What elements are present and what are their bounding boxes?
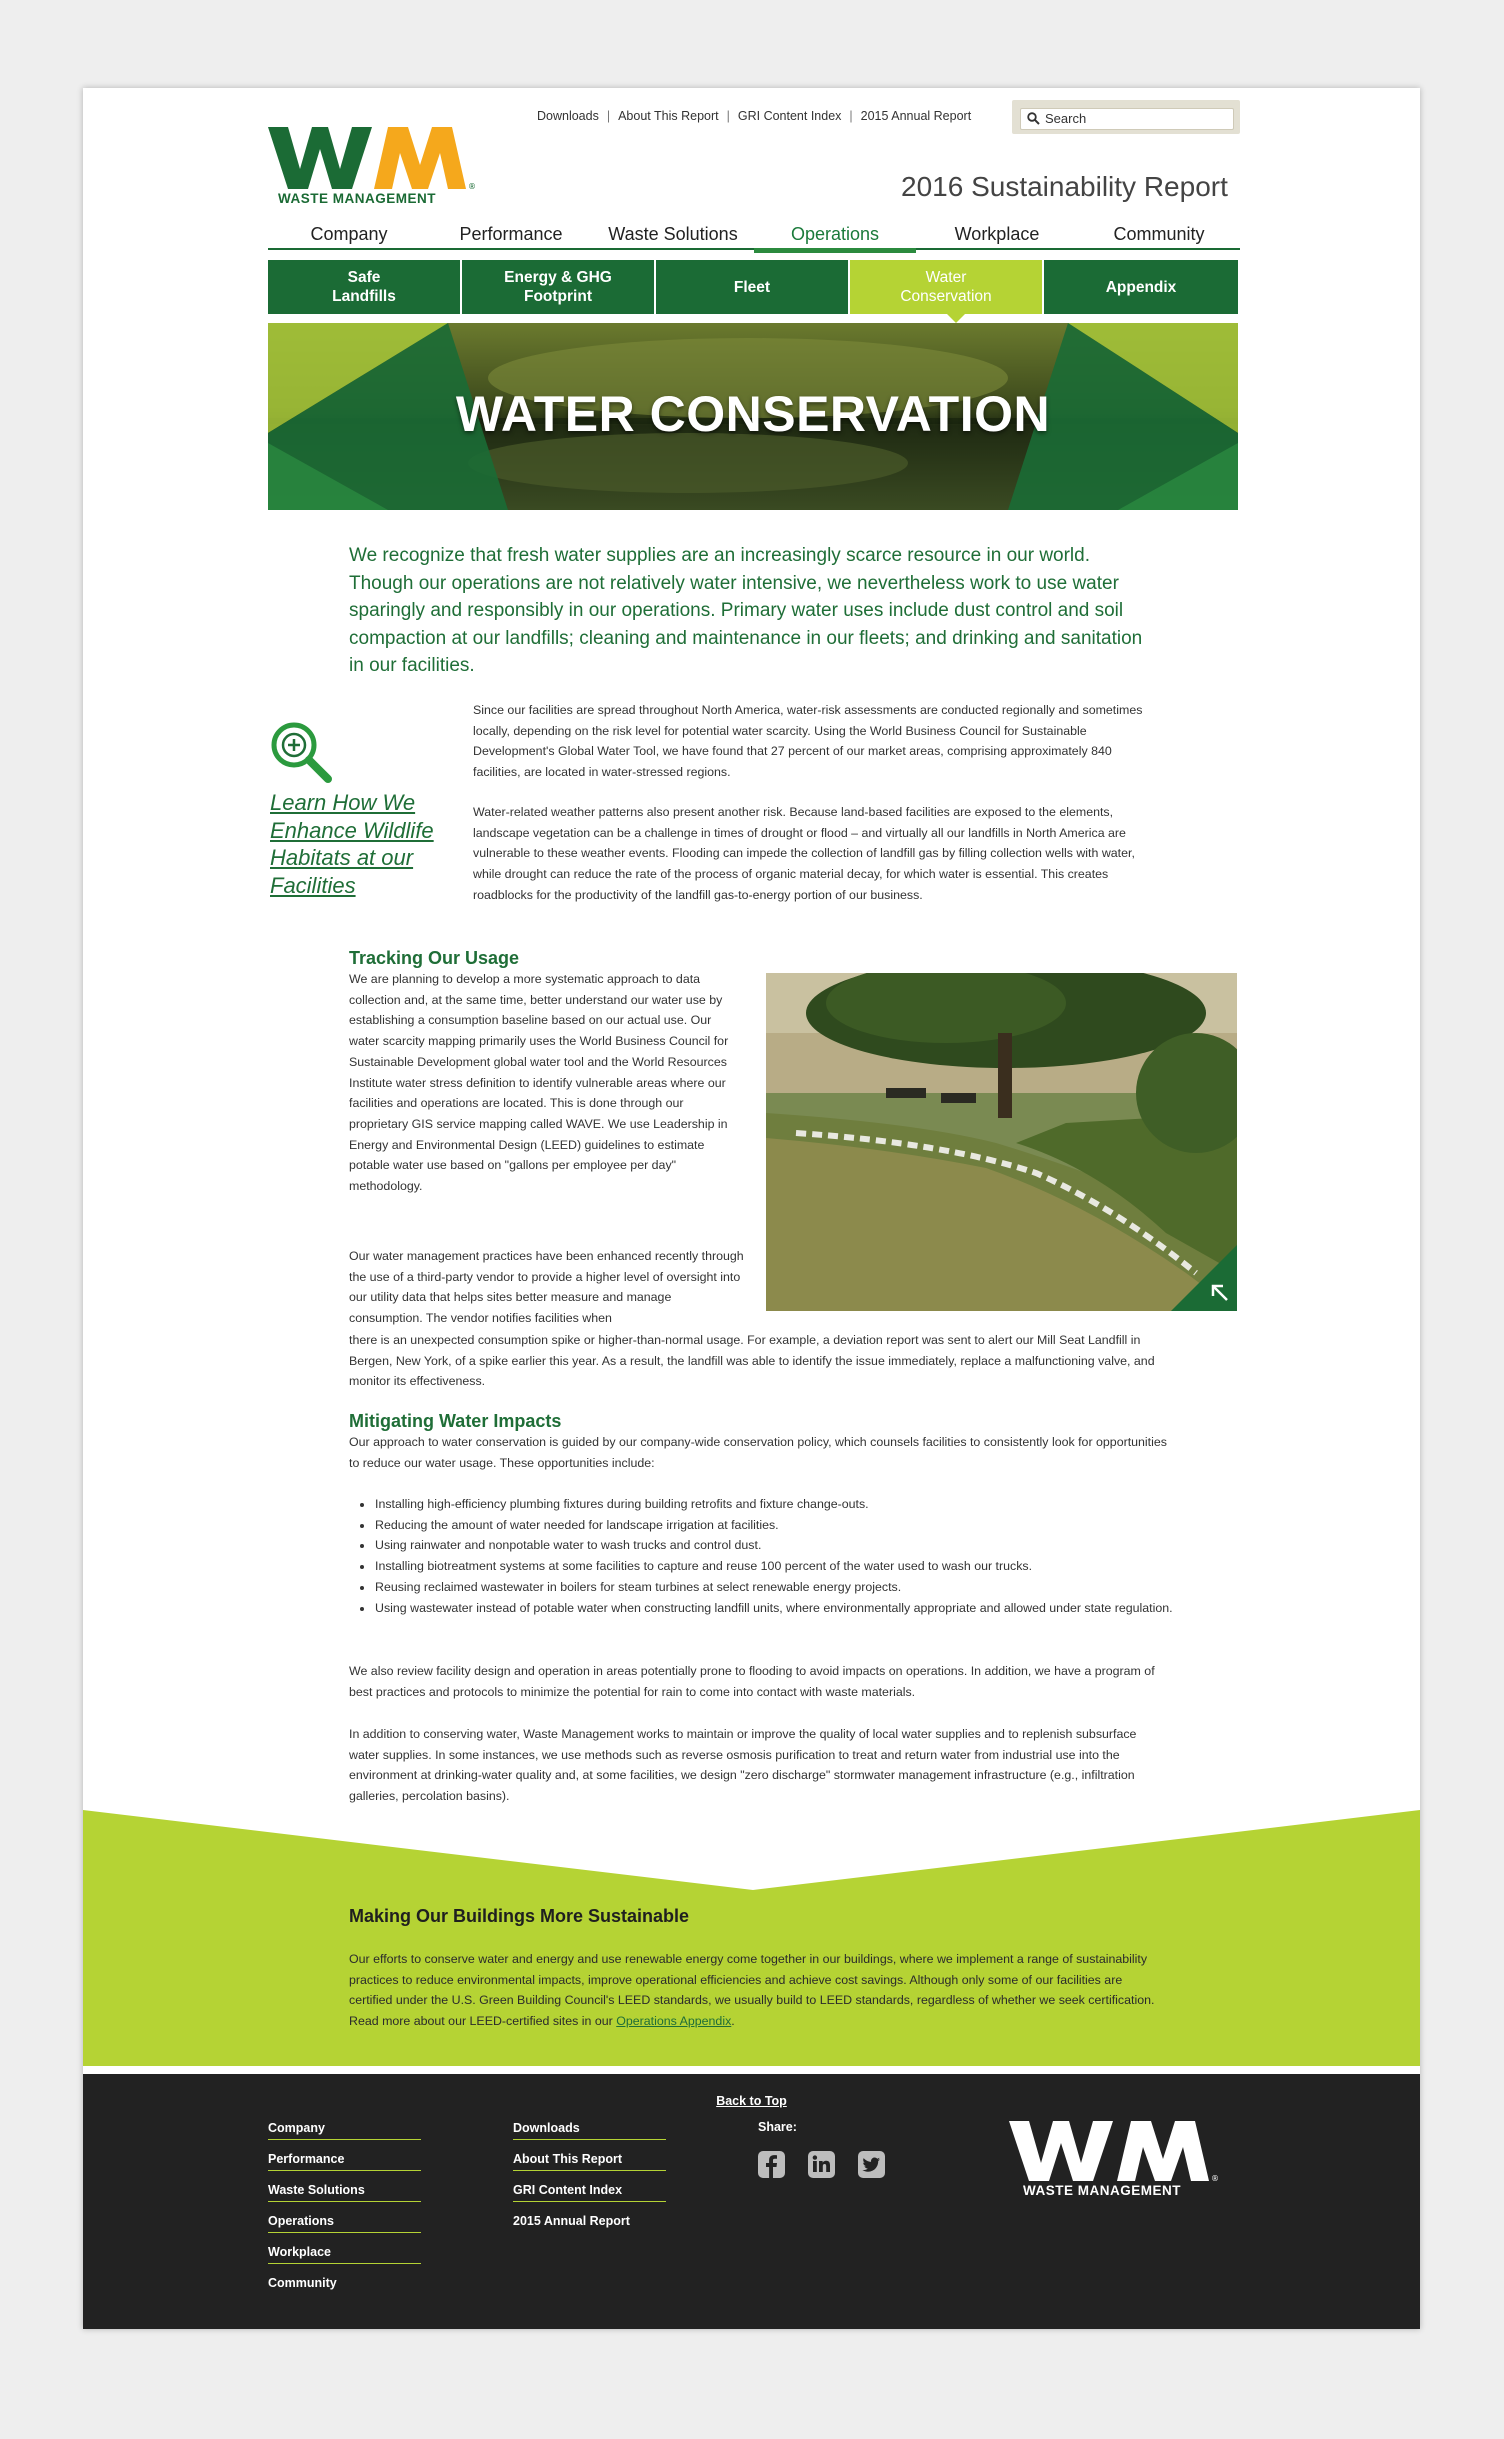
magnifier-plus-icon[interactable] bbox=[268, 719, 334, 785]
subnav-label: Water Conservation bbox=[900, 269, 992, 305]
garden-photo-image bbox=[766, 973, 1237, 1311]
buildings-heading: Making Our Buildings More Sustainable bbox=[349, 1906, 690, 1926]
tracking-heading: Tracking Our Usage bbox=[349, 948, 520, 968]
list-item: • Installing biotreatment systems at some facilities to capture and reuse 100 percent of the water used to wash our trucks. bbox=[374, 1556, 1194, 1577]
footer-nav-col-2 bbox=[513, 2118, 666, 2241]
footer-link-gri[interactable]: GRI Content Index bbox=[513, 2180, 666, 2202]
subnav-label: Energy & GHG Footprint bbox=[504, 269, 612, 305]
footer-link-about-report[interactable]: About This Report bbox=[513, 2149, 666, 2171]
subnav-label: Safe Landfills bbox=[332, 269, 396, 305]
nav-performance[interactable]: Performance bbox=[430, 224, 592, 250]
body-paragraph-2: Water-related weather patterns also present another risk. Because land-based facilities are exposed to the elements, landscape vegetation can be a challenge in times of drought or flood – and virtually all our landfills in North America are vulnerable to these weather events. Flooding can impede the collection of landfill gas by filling collection wells with water, while drought can reduce the rate of the process of organic material decay, for which water is essential. This creates roadblocks for the productivity of the landfill gas-to-energy portion of our business. bbox=[473, 805, 1135, 902]
search-input[interactable] bbox=[1020, 108, 1234, 130]
nav-community[interactable]: Community bbox=[1078, 224, 1240, 250]
tracking-paragraph-1: We are planning to develop a more systematic approach to data collection and, at the same time, better understand our water use by establishing a consumption baseline based on our actual use. Our water scarcity mapping primarily uses the World Business Council for Sustainable Development global water tool and the World Resources Institute water stress definition to identify vulnerable areas where our facilities and operations are located. This is done through our proprietary GIS service mapping called WAVE. We use Leadership in Energy and Environmental Design (LEED) guidelines to estimate potable water use based on "gallons per employee per day" methodology. bbox=[349, 972, 729, 1194]
utility-link-annual-report[interactable]: 2015 Annual Report bbox=[860, 109, 972, 123]
footer-link-company[interactable]: Company bbox=[268, 2118, 421, 2140]
subnav-appendix[interactable] bbox=[1044, 260, 1238, 314]
footer-link-workplace[interactable]: Workplace bbox=[268, 2242, 421, 2264]
subnav-energy-ghg[interactable] bbox=[462, 260, 654, 314]
list-item: • Installing high-efficiency plumbing fixtures during building retrofits and fixture change-outs. bbox=[374, 1494, 1194, 1515]
footer-link-operations[interactable]: Operations bbox=[268, 2211, 421, 2233]
wm-logo-mark bbox=[268, 125, 500, 191]
logo-wordmark: WASTE MANAGEMENT bbox=[278, 191, 436, 206]
conserve-paragraph: In addition to conserving water, Waste Management works to maintain or improve the quality of local water supplies and to replenish subsurface water supplies. In some instances, we use methods such as reverse osmosis purification to treat and return water from industrial use into the environment at drinking-water quality and, at some facilities, we design "zero discharge" stormwater management infrastructure (e.g., infiltration galleries, percolation basins). bbox=[349, 1727, 1137, 1804]
mitigating-intro: Our approach to water conservation is guided by our company-wide conservation policy, which counsels facilities to consistently look for opportunities to reduce our water usage. These opportunities include: bbox=[349, 1435, 1167, 1470]
buildings-text-end: . bbox=[731, 2014, 735, 2029]
utility-links: Downloads | About This Report | GRI Content Index | 2015 Annual Report bbox=[537, 109, 972, 123]
footer-nav-col-1 bbox=[268, 2118, 421, 2303]
search-placeholder: Search bbox=[1045, 111, 1087, 126]
back-to-top-link[interactable]: Back to Top bbox=[716, 2094, 787, 2108]
footer-link-annual-report[interactable]: 2015 Annual Report bbox=[513, 2214, 630, 2228]
main-nav bbox=[268, 224, 1238, 250]
footer-logo-wordmark: WASTE MANAGEMENT bbox=[1023, 2183, 1181, 2198]
tracking-paragraph-2: Our water management practices have been enhanced recently through the use of a third-party vendor to provide a higher level of oversight into our utility data that helps sites better measure and manage consumption. The vendor notifies facilities when bbox=[349, 1249, 744, 1326]
intro-paragraph: We recognize that fresh water supplies are an increasingly scarce resource in our world. Though our operations are not relatively water intensive, we nevertheless work to use water sparingly and responsibly in our operations. Primary water uses include dust control and soil compaction at our landfills; cleaning and maintenance in our fleets; and drinking and sanitation in our facilities. bbox=[349, 545, 1143, 676]
expand-arrow-icon[interactable] bbox=[1209, 1282, 1231, 1304]
body-paragraph-1: Since our facilities are spread throughout North America, water-risk assessments are conducted regionally and sometimes locally, depending on the risk level for potential water scarcity. Using the World Business Council for Sustainable Development's Global Water Tool, we have found that 27 percent of our market areas, comprising approximately 840 facilities, are located in water-stressed regions. bbox=[473, 703, 1143, 780]
mitigating-heading: Mitigating Water Impacts bbox=[349, 1411, 562, 1431]
subnav-label: Fleet bbox=[733, 278, 771, 296]
subnav-safe-landfills[interactable] bbox=[268, 260, 460, 314]
search-container bbox=[1012, 100, 1240, 134]
list-item: • Reusing reclaimed wastewater in boilers for steam turbines at select renewable energy projects. bbox=[374, 1577, 1194, 1598]
utility-nav bbox=[537, 100, 1325, 134]
facebook-icon[interactable] bbox=[758, 2151, 785, 2178]
operations-appendix-link[interactable]: Operations Appendix bbox=[616, 2014, 732, 2029]
landscape-photo[interactable] bbox=[766, 973, 1237, 1311]
nav-workplace[interactable]: Workplace bbox=[916, 224, 1078, 250]
utility-link-gri[interactable]: GRI Content Index bbox=[737, 109, 842, 123]
footer-link-performance[interactable]: Performance bbox=[268, 2149, 421, 2171]
share-label: Share: bbox=[758, 2120, 797, 2134]
page bbox=[83, 88, 1420, 2329]
footer-link-waste-solutions[interactable]: Waste Solutions bbox=[268, 2180, 421, 2202]
review-paragraph: We also review facility design and operation in areas potentially prone to flooding to avoid impacts on operations. In addition, we have a program of best practices and protocols to minimize the potential for rain to come into contact with waste materials. bbox=[349, 1664, 1155, 1699]
buildings-text: Our efforts to conserve water and energy and use renewable energy come together in our buildings, where we implement a range of sustainability practices to reduce environmental impacts, improve operational efficiencies and achieve cost savings. Although only some of our facilities are certified under the U.S. Green Building Council's LEED standards, we usually build to LEED standards, regardless of whether we seek certification. Read more about our LEED-certified sites in our bbox=[349, 1952, 1155, 2029]
subnav-label: Appendix bbox=[1105, 278, 1177, 296]
svg-text:®: ® bbox=[1211, 2174, 1219, 2183]
hero-banner bbox=[268, 323, 1238, 510]
footer-link-downloads[interactable]: Downloads bbox=[513, 2118, 666, 2140]
svg-text:®: ® bbox=[468, 182, 476, 191]
buildings-paragraph bbox=[349, 1949, 1169, 2032]
sub-nav bbox=[268, 260, 1238, 314]
list-item: • Reducing the amount of water needed for landscape irrigation at facilities. bbox=[374, 1515, 1194, 1536]
nav-operations[interactable]: Operations bbox=[754, 224, 916, 253]
utility-link-downloads[interactable]: Downloads bbox=[537, 109, 599, 123]
report-title: 2016 Sustainability Report bbox=[901, 171, 1228, 202]
wildlife-habitats-link[interactable]: Learn How We Enhance Wildlife Habitats at our Facilities bbox=[270, 790, 434, 898]
linkedin-icon[interactable] bbox=[808, 2151, 835, 2178]
wm-logo[interactable] bbox=[268, 125, 500, 207]
hero-title: WATER CONSERVATION bbox=[455, 386, 1051, 442]
nav-company[interactable]: Company bbox=[268, 224, 430, 250]
search-icon bbox=[1027, 112, 1040, 125]
list-item: • Using rainwater and nonpotable water to wash trucks and control dust. bbox=[374, 1535, 1194, 1556]
subnav-water-conservation[interactable] bbox=[850, 260, 1042, 314]
twitter-icon[interactable] bbox=[858, 2151, 885, 2178]
footer bbox=[83, 2074, 1420, 2329]
list-item: • Using wastewater instead of potable water when constructing landfill units, where environmentally appropriate and allowed under state regulation. bbox=[374, 1598, 1194, 1619]
tracking-paragraph-3: there is an unexpected consumption spike or higher-than-normal usage. For example, a deviation report was sent to alert our Mill Seat Landfill in Bergen, New York, of a spike earlier this year. As a result, the landfill was able to identify the issue immediately, replace a malfunctioning valve, and monitor its effectiveness. bbox=[349, 1333, 1155, 1389]
subnav-fleet[interactable] bbox=[656, 260, 848, 314]
subnav-active-pointer bbox=[947, 314, 965, 323]
nav-waste-solutions[interactable]: Waste Solutions bbox=[592, 224, 754, 250]
utility-link-about[interactable]: About This Report bbox=[618, 109, 719, 123]
footer-link-community[interactable]: Community bbox=[268, 2276, 337, 2290]
opportunities-list bbox=[349, 1494, 1194, 1618]
